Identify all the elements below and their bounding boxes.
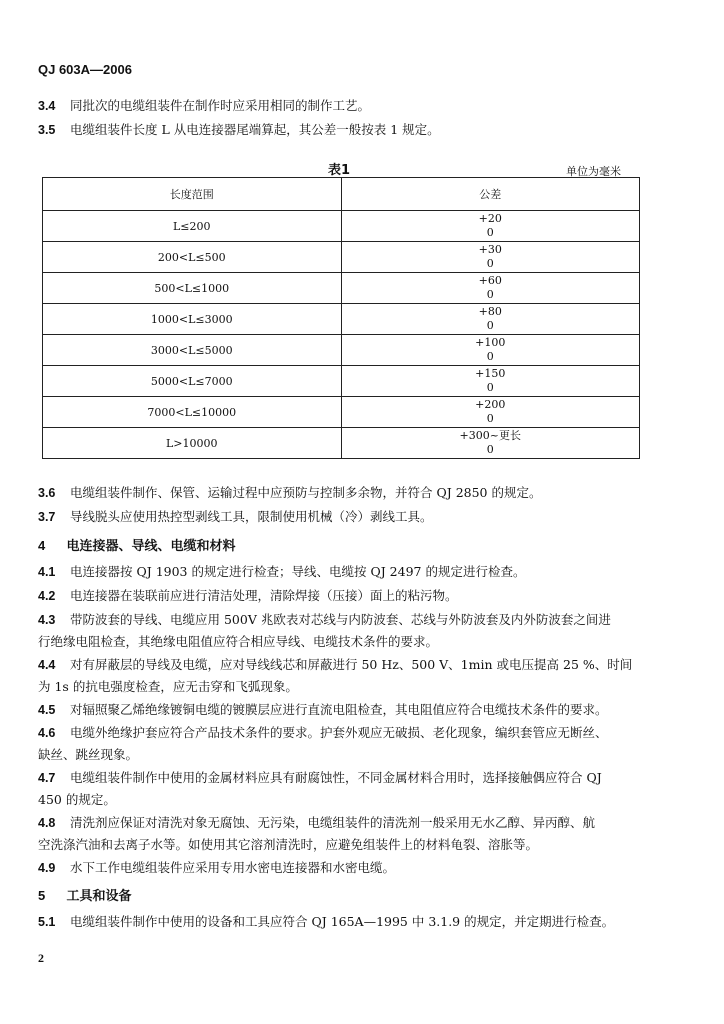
table-row — [43, 335, 640, 366]
table-row — [43, 211, 640, 242]
table-header-row — [43, 178, 640, 211]
table-row — [43, 366, 640, 397]
clause-text: 对辐照聚乙烯绝缘镀铜电缆的镀膜层应进行直流电阻检查，其电阻值应符合电缆技术条件的要求。 — [69, 702, 608, 717]
tolerance-lower: 0 — [486, 412, 494, 425]
tolerance-cell — [341, 242, 640, 273]
tolerance-lower: 0 — [486, 443, 494, 456]
clause-text: 清洗剂应保证对清洗对象无腐蚀、无污染，电缆组装件的清洗剂一般采用无水乙醇、异丙醇、航 — [69, 815, 595, 830]
length-range-cell: 7000<L≤10000 — [43, 397, 342, 428]
clause-3-7 — [38, 508, 688, 526]
tolerance-lower: 0 — [486, 257, 494, 270]
clause-number: 4.1 — [38, 565, 56, 579]
clause-number: 3.5 — [38, 123, 56, 137]
clause-text: 电连接器在装联前应进行清洁处理，清除焊接（压接）面上的粘污物。 — [69, 588, 458, 603]
clause-4-5 — [38, 701, 688, 719]
clause-number: 4.7 — [38, 771, 56, 785]
section-heading-5 — [38, 885, 132, 904]
table-row — [43, 428, 640, 459]
table-row — [43, 397, 640, 428]
tolerance-upper: +80 — [478, 305, 502, 318]
clause-4-3-continued: 行绝缘电阻检查，其绝缘电阻值应符合相应导线、电缆技术条件的要求。 — [38, 634, 439, 649]
tolerance-table — [42, 177, 640, 459]
clause-4-7-continued: 450 的规定。 — [38, 792, 116, 807]
clause-number: 4.9 — [38, 861, 56, 875]
clause-4-9 — [38, 859, 688, 877]
section-heading-4 — [38, 535, 236, 554]
length-range-cell: 1000<L≤3000 — [43, 304, 342, 335]
document-code-header: QJ 603A—2006 — [38, 62, 132, 77]
tolerance-lower: 0 — [486, 319, 494, 332]
tolerance-cell — [341, 273, 640, 304]
length-range-cell: L≤200 — [43, 211, 342, 242]
tolerance-upper: +100 — [475, 336, 506, 349]
clause-4-2 — [38, 587, 688, 605]
header-tolerance: 公差 — [341, 178, 640, 211]
section-number: 5 — [38, 888, 46, 903]
section-number: 4 — [38, 538, 46, 553]
table-row — [43, 304, 640, 335]
clause-number: 5.1 — [38, 915, 56, 929]
length-range-cell: L>10000 — [43, 428, 342, 459]
clause-text: 带防波套的导线、电缆应用 500V 兆欧表对芯线与内防波套、芯线与外防波套及内外防波套之间进 — [69, 612, 611, 627]
tolerance-upper: +30 — [478, 243, 502, 256]
section-title: 工具和设备 — [66, 889, 132, 904]
clause-number: 4.8 — [38, 816, 56, 830]
tolerance-cell — [341, 211, 640, 242]
length-range-cell: 5000<L≤7000 — [43, 366, 342, 397]
length-range-cell: 500<L≤1000 — [43, 273, 342, 304]
clause-text: 电缆组装件长度 L 从电连接器尾端算起，其公差一般按表 1 规定。 — [69, 122, 440, 137]
tolerance-cell — [341, 428, 640, 459]
clause-text: 电连接器按 QJ 1903 的规定进行检查；导线、电缆按 QJ 2497 的规定进行检查。 — [69, 564, 526, 579]
tolerance-cell — [341, 397, 640, 428]
clause-4-6-continued: 缺丝、跳丝现象。 — [38, 747, 139, 762]
table-caption: 表1 — [328, 163, 351, 178]
clause-number: 4.5 — [38, 703, 56, 717]
clause-4-4-continued: 为 1s 的抗电强度检查，应无击穿和飞弧现象。 — [38, 679, 298, 694]
tolerance-cell — [341, 366, 640, 397]
tolerance-upper: +300~更长 — [459, 429, 521, 442]
length-range-cell: 200<L≤500 — [43, 242, 342, 273]
clause-4-8 — [38, 814, 688, 832]
clause-text: 同批次的电缆组装件在制作时应采用相同的制作工艺。 — [69, 98, 370, 113]
clause-number: 4.6 — [38, 726, 56, 740]
tolerance-upper: +200 — [475, 398, 506, 411]
clause-number: 4.4 — [38, 658, 56, 672]
length-range-cell: 3000<L≤5000 — [43, 335, 342, 366]
clause-4-1 — [38, 563, 688, 581]
clause-4-8-continued: 空洗涤汽油和去离子水等。如使用其它溶剂清洗时，应避免组装件上的材料龟裂、溶胀等。 — [38, 837, 539, 852]
tolerance-upper: +20 — [478, 212, 502, 225]
clause-number: 3.7 — [38, 510, 56, 524]
tolerance-upper: +150 — [475, 367, 506, 380]
clause-number: 4.3 — [38, 613, 56, 627]
clause-5-1 — [38, 913, 688, 931]
clause-number: 3.6 — [38, 486, 56, 500]
clause-3-6 — [38, 484, 688, 502]
clause-4-7 — [38, 769, 688, 787]
table-unit: 单位为毫米 — [566, 165, 621, 178]
page-number: 2 — [38, 951, 44, 965]
clause-text: 电缆外绝缘护套应符合产品技术条件的要求。护套外观应无破损、老化现象，编织套管应无断丝、 — [69, 725, 608, 740]
tolerance-cell — [341, 335, 640, 366]
header-length-range: 长度范围 — [43, 178, 342, 211]
tolerance-lower: 0 — [486, 350, 494, 363]
clause-3-4 — [38, 97, 688, 115]
clause-text: 电缆组装件制作中使用的设备和工具应符合 QJ 165A—1995 中 3.1.9 的规定，并定期进行检查。 — [69, 914, 615, 929]
clause-text: 导线脱头应使用热控型剥线工具，限制使用机械（冷）剥线工具。 — [69, 509, 433, 524]
tolerance-lower: 0 — [486, 288, 494, 301]
clause-3-5 — [38, 121, 688, 139]
clause-number: 4.2 — [38, 589, 56, 603]
clause-text: 电缆组装件制作、保管、运输过程中应预防与控制多余物，并符合 QJ 2850 的规定。 — [69, 485, 542, 500]
tolerance-cell — [341, 304, 640, 335]
clause-text: 对有屏蔽层的导线及电缆，应对导线线芯和屏蔽进行 50 Hz、500 V、1min 或电压提高 25 %、时间 — [69, 657, 633, 672]
section-title: 电连接器、导线、电缆和材料 — [66, 539, 236, 554]
clause-4-6 — [38, 724, 688, 742]
clause-4-4 — [38, 656, 688, 674]
clause-number: 3.4 — [38, 99, 56, 113]
tolerance-lower: 0 — [486, 381, 494, 394]
tolerance-upper: +60 — [478, 274, 502, 287]
clause-text: 电缆组装件制作中使用的金属材料应具有耐腐蚀性，不同金属材料合用时，选择接触偶应符合 QJ — [69, 770, 602, 785]
clause-text: 水下工作电缆组装件应采用专用水密电连接器和水密电缆。 — [69, 860, 395, 875]
table-row — [43, 273, 640, 304]
table-row — [43, 242, 640, 273]
clause-4-3 — [38, 611, 688, 629]
tolerance-lower: 0 — [486, 226, 494, 239]
